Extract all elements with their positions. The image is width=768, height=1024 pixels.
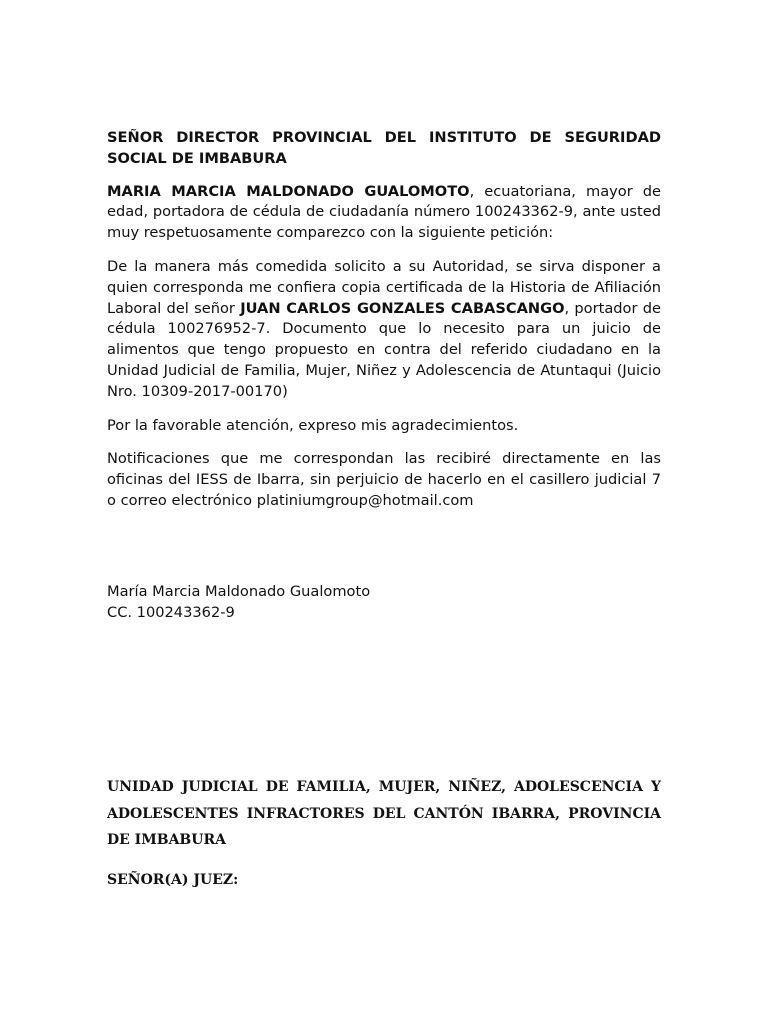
court-heading: UNIDAD JUDICIAL DE FAMILIA, MUJER, NIÑEZ, ADOLESCENCIA Y ADOLESCENTES INFRACTORES DEL CANTÓN IBARRA, PROVINCIA DE IMBABURA (107, 779, 661, 848)
signature-name: María Marcia Maldonado Gualomoto (107, 583, 371, 600)
request-text-end: , portador de cédula 100276952-7. Documento que lo necesito para un juicio de alimentos que tengo propuesto en contra del referido ciudadano en la Unidad Judicial de Familia, Mujer, Niñez y Adolescencia de Atuntaqui (Juicio Nro. 10309-2017-00170) (107, 299, 661, 400)
paragraph-request (107, 257, 661, 403)
petitioner-name: MARIA MARCIA MALDONADO GUALOMOTO (107, 182, 470, 200)
request-text-start: De la manera más comedida solicito a su Autoridad, se sirva disponer a quien corresponda me confiera copia certificada de la Historia de Afiliación Laboral del señor (107, 257, 661, 317)
court-heading-block (107, 774, 661, 854)
letter-body (107, 128, 661, 525)
judge-salutation: SEÑOR(A) JUEZ: (107, 872, 239, 888)
affiliate-name: JUAN CARLOS GONZALES CABASCANGO (240, 299, 565, 317)
signature-block (107, 582, 661, 624)
paragraph-petitioner (107, 182, 661, 244)
paragraph-thanks: Por la favorable atención, expreso mis agradecimientos. (107, 416, 519, 434)
paragraph-notifications: Notificaciones que me correspondan las recibiré directamente en las oficinas del IESS de Ibarra, sin perjuicio de hacerlo en el casillero judicial 7 o correo electrónico platiniumgroup@hotmail.com (107, 450, 661, 509)
letter-heading: SEÑOR DIRECTOR PROVINCIAL DEL INSTITUTO DE SEGURIDAD SOCIAL DE IMBABURA (107, 129, 661, 167)
signature-id: CC. 100243362-9 (107, 603, 235, 621)
petitioner-details: , ecuatoriana, mayor de edad, portadora de cédula de ciudadanía número 100243362-9, ante usted muy respetuosamente comparezco con la siguiente petición: (107, 182, 661, 242)
